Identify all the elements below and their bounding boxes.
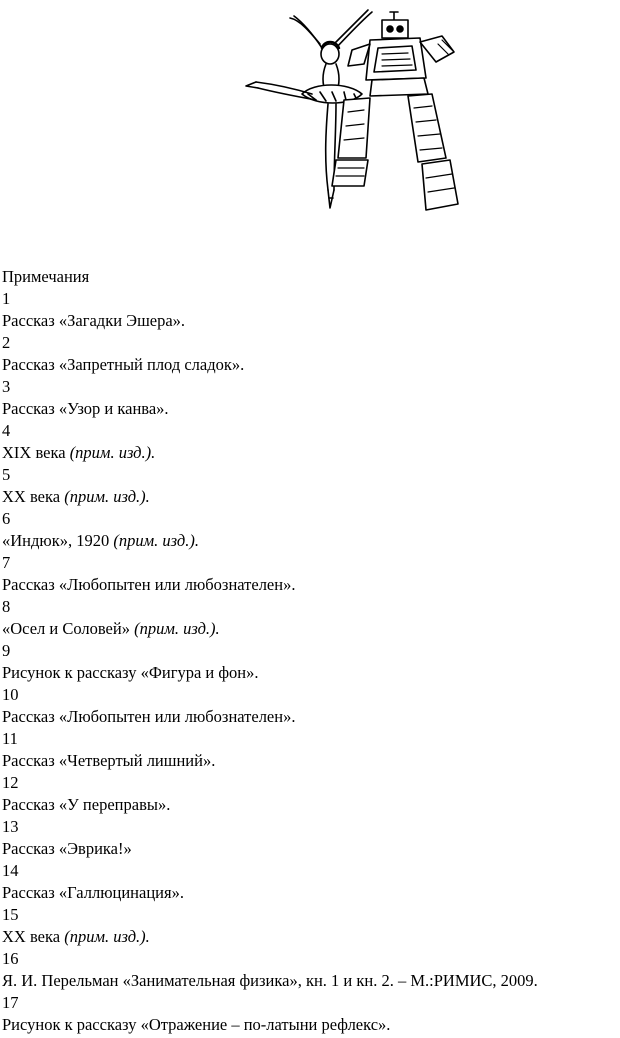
note-text: Рассказ «Галлюцинация». [2, 883, 184, 902]
note-text: Рассказ «У переправы». [2, 795, 171, 814]
note-number: 4 [2, 421, 11, 440]
note-number: 10 [2, 685, 19, 704]
note-text: Рассказ «Четвертый лишний». [2, 751, 216, 770]
note-number: 15 [2, 905, 19, 924]
note-number: 9 [2, 641, 11, 660]
note-text: Я. И. Перельман «Занимательная физика», кн. 1 и кн. 2. – М.:РИМИС, 2009. [2, 971, 538, 990]
note-text: Рисунок к рассказу «Отражение – по-латыни рефлекс». [2, 1015, 391, 1034]
note-text: «Индюк», 1920 (прим. изд.). [2, 531, 199, 550]
note-text: Рассказ «Загадки Эшера». [2, 311, 186, 330]
note-text: Рассказ «Любопытен или любознателен». [2, 707, 296, 726]
note-number: 5 [2, 465, 11, 484]
robot-figure [332, 12, 458, 210]
note-number: 12 [2, 773, 19, 792]
note-number: 14 [2, 861, 19, 880]
note-text: «Осел и Соловей» (прим. изд.). [2, 619, 220, 638]
note-number: 13 [2, 817, 19, 836]
note-number: 8 [2, 597, 11, 616]
note-text: Рассказ «Запретный плод сладок». [2, 355, 245, 374]
note-number: 3 [2, 377, 11, 396]
notes-heading: Примечания [2, 267, 90, 286]
note-number: 1 [2, 289, 11, 308]
note-text: XIX века (прим. изд.). [2, 443, 156, 462]
note-number: 7 [2, 553, 11, 572]
notes-section [2, 266, 618, 1036]
note-number: 2 [2, 333, 11, 352]
note-number: 17 [2, 993, 19, 1012]
note-text: Рассказ «Узор и канва». [2, 399, 169, 418]
note-text: XX века (прим. изд.). [2, 927, 150, 946]
note-text: XX века (прим. изд.). [2, 487, 150, 506]
note-number: 11 [2, 729, 18, 748]
note-text: Рассказ «Эврика!» [2, 839, 132, 858]
note-number: 6 [2, 509, 11, 528]
note-number: 16 [2, 949, 19, 968]
note-text: Рассказ «Любопытен или любознателен». [2, 575, 296, 594]
note-text: Рисунок к рассказу «Фигура и фон». [2, 663, 259, 682]
ballerina-and-robot-illustration [232, 8, 494, 223]
